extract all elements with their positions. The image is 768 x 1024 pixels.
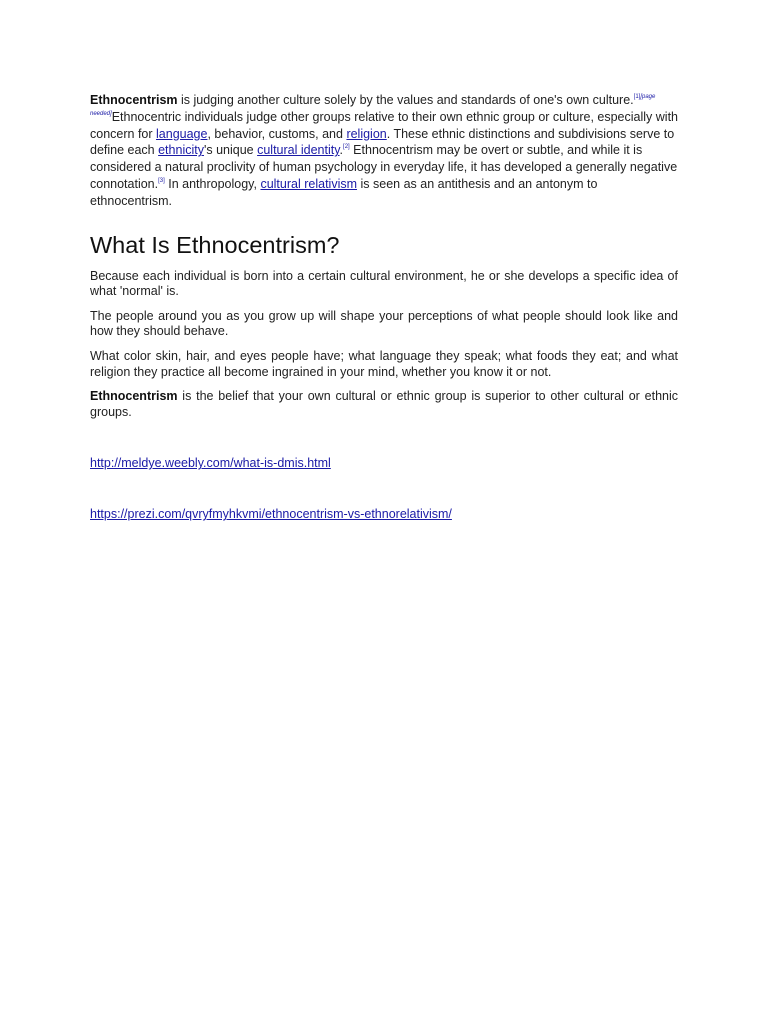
link-line-2: [90, 506, 678, 522]
page-needed-note[interactable]: [page needed]: [90, 94, 656, 117]
link-language[interactable]: language: [156, 126, 208, 141]
link-cultural-relativism[interactable]: cultural relativism: [260, 176, 358, 191]
link-ethnicity[interactable]: ethnicity: [158, 143, 204, 158]
body-paragraph-3: What color skin, hair, and eyes people have; what language they speak; what foods they eat; and what religion they practice all become ingrained in your mind, whether you know it or not.: [90, 348, 678, 379]
body-paragraph-4: Ethnocentrism is the belief that your own cultural or ethnic group is superior to other cultural or ethnic groups.: [90, 389, 678, 419]
link-meldye-weebly[interactable]: http://meldye.weebly.com/what-is-dmis.html: [90, 456, 331, 471]
citation-1[interactable]: [1]: [633, 94, 641, 100]
link-cultural-identity[interactable]: cultural identity: [257, 143, 340, 158]
body-paragraph-2: The people around you as you grow up will shape your perceptions of what people should look like and how they should behave.: [90, 308, 678, 339]
link-religion[interactable]: religion: [346, 126, 387, 141]
intro-term: Ethnocentrism: [90, 93, 178, 107]
intro-paragraph: Ethnocentrism is judging another culture solely by the values and standards of one's own culture.[1][page needed]Ethnocentric individuals judge other groups relative to their own ethnic group or culture, especially with concern for language, behavior, customs, and religion. These ethnic distinctions and subdivisions serve to define each ethnicity's unique cultural identity.[2] Ethnocentrism may be overt or subtle, and while it is considered a natural proclivity of human psychology in everyday life, it has developed a generally negative connotation.[3] In anthropology, cultural relativism is seen as an antithesis and an antonym to ethnocentrism.: [90, 93, 678, 208]
link-line-1: [90, 455, 678, 471]
body-paragraph-1: Because each individual is born into a certain cultural environment, he or she develops a specific idea of what 'normal' is.: [90, 268, 678, 299]
section-heading: What Is Ethnocentrism?: [90, 231, 340, 258]
paragraph-4-term: Ethnocentrism: [90, 389, 178, 404]
link-prezi[interactable]: https://prezi.com/qvryfmyhkvmi/ethnocentrism-vs-ethnorelativism/: [90, 507, 452, 522]
document-page: [90, 92, 678, 522]
citation-2[interactable]: [2]: [343, 144, 350, 151]
citation-3[interactable]: [3]: [158, 177, 165, 184]
